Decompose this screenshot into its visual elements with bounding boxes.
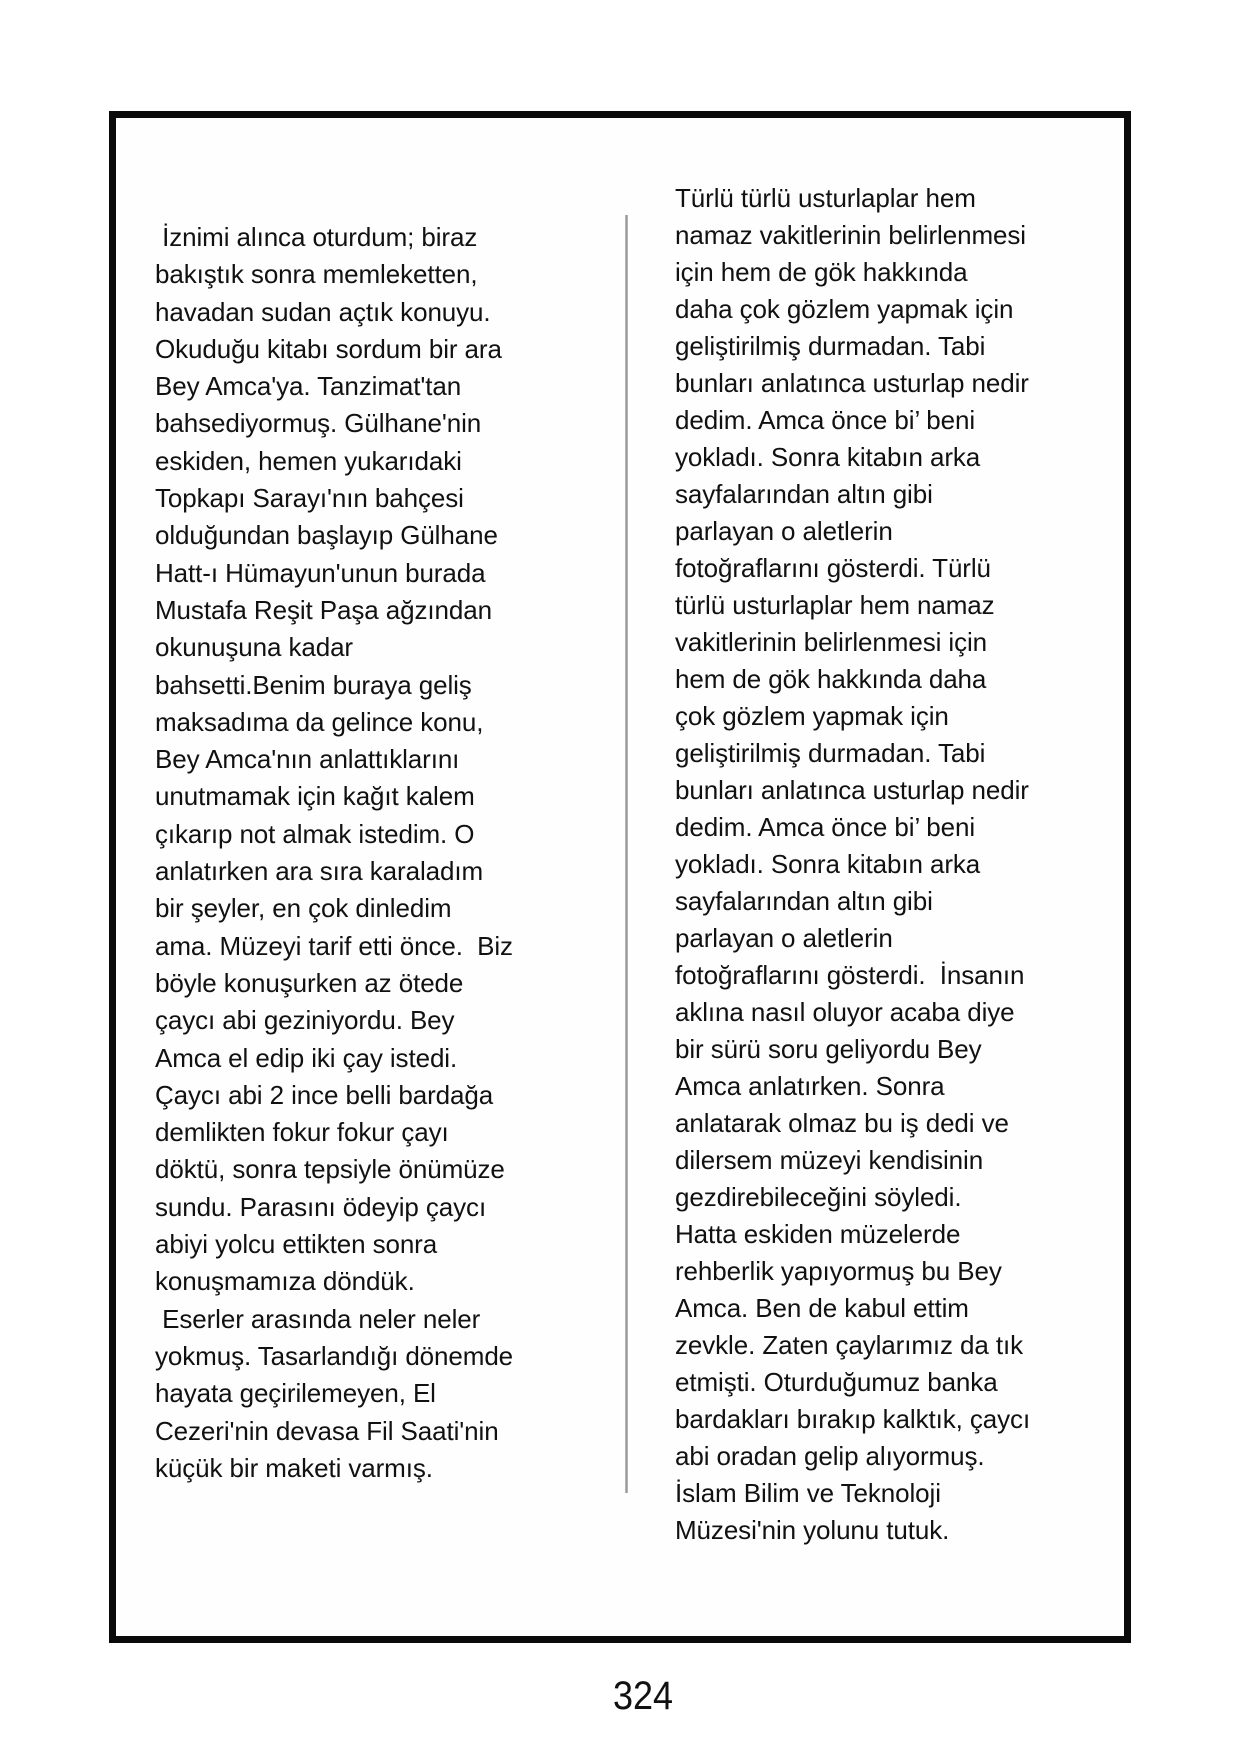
left-column-text (155, 219, 600, 1487)
text-line: yokladı. Sonra kitabın arka (675, 849, 981, 879)
text-line: yokmuş. Tasarlandığı dönemde (155, 1340, 514, 1371)
text-line: gezdirebileceğini söyledi. (675, 1182, 962, 1212)
text-line: çaycı abi geziniyordu. Bey (155, 1005, 455, 1036)
text-line: Hatta eskiden müzelerde (675, 1219, 961, 1249)
text-line: anlatarak olmaz bu iş dedi ve (675, 1108, 1009, 1138)
text-line: bardakları bırakıp kalktık, çaycı (675, 1404, 1031, 1434)
text-line: çok gözlem yapmak için (675, 701, 949, 731)
text-line: dilersem müzeyi kendisinin (675, 1145, 984, 1175)
text-line: geliştirilmiş durmadan. Tabi (675, 738, 986, 768)
text-line: bir şeyler, en çok dinledim (155, 893, 452, 924)
text-line: olduğundan başlayıp Gülhane (155, 520, 498, 551)
text-line: böyle konuşurken az ötede (155, 967, 464, 998)
text-line: anlatırken ara sıra karaladım (155, 856, 484, 887)
text-line: havadan sudan açtık konuyu. (155, 296, 491, 327)
text-line: bahsediyormuş. Gülhane'nin (155, 408, 482, 439)
text-line: Bey Amca'nın anlattıklarını (155, 744, 460, 775)
text-line: bunları anlatınca usturlap nedir (675, 368, 1029, 398)
text-line: İslam Bilim ve Teknoloji (675, 1478, 941, 1508)
text-line: fotoğraflarını gösterdi. İnsanın (675, 960, 1025, 990)
text-line: demlikten fokur fokur çayı (155, 1117, 449, 1148)
text-line: hem de gök hakkında daha (675, 664, 987, 694)
text-line: hayata geçirilemeyen, El (155, 1378, 436, 1409)
text-line: parlayan o aletlerin (675, 516, 893, 546)
text-line: bunları anlatınca usturlap nedir (675, 775, 1029, 805)
text-line: Okuduğu kitabı sordum bir ara (155, 333, 502, 364)
text-line: ama. Müzeyi tarif etti önce. Biz (155, 930, 513, 961)
text-line: maksadıma da gelince konu, (155, 706, 484, 737)
text-line: okunuşuna kadar (155, 632, 353, 663)
text-line: küçük bir maketi varmış. (155, 1452, 433, 1483)
text-line: namaz vakitlerinin belirlenmesi (675, 220, 1026, 250)
text-line: dedim. Amca önce bi’ beni (675, 812, 976, 842)
text-line: Bey Amca'ya. Tanzimat'tan (155, 371, 462, 402)
text-line: türlü usturlaplar hem namaz (675, 590, 995, 620)
text-line: Amca anlatırken. Sonra (675, 1071, 945, 1101)
text-line: döktü, sonra tepsiyle önümüze (155, 1154, 505, 1185)
text-line: dedim. Amca önce bi’ beni (675, 405, 976, 435)
page-number: 324 (612, 1674, 674, 1718)
text-line: geliştirilmiş durmadan. Tabi (675, 331, 986, 361)
text-line: vakitlerinin belirlenmesi için (675, 627, 988, 657)
text-line: zevkle. Zaten çaylarımız da tık (675, 1330, 1024, 1360)
text-line: için hem de gök hakkında (675, 257, 968, 287)
text-line: abiyi yolcu ettikten sonra (155, 1229, 438, 1260)
text-line: konuşmamıza döndük. (155, 1266, 415, 1297)
column-separator (625, 215, 628, 1493)
text-line: sayfalarından altın gibi (675, 479, 933, 509)
text-line: etmişti. Oturduğumuz banka (675, 1367, 998, 1397)
text-line: bir sürü soru geliyordu Bey (675, 1034, 982, 1064)
text-line: Türlü türlü usturlaplar hem (675, 183, 976, 213)
text-line: daha çok gözlem yapmak için (675, 294, 1014, 324)
text-line: fotoğraflarını gösterdi. Türlü (675, 553, 991, 583)
text-line: sayfalarından altın gibi (675, 886, 933, 916)
text-line: Topkapı Sarayı'nın bahçesi (155, 483, 464, 514)
text-line: Hatt-ı Hümayun'unun burada (155, 557, 486, 588)
text-line: eskiden, hemen yukarıdaki (155, 445, 462, 476)
text-line: abi oradan gelip alıyormuş. (675, 1441, 985, 1471)
text-line: Çaycı abi 2 ince belli bardağa (155, 1079, 494, 1110)
text-line: Eserler arasında neler neler (155, 1303, 481, 1334)
text-line: bakıştık sonra memleketten, (155, 259, 478, 290)
text-line: parlayan o aletlerin (675, 923, 893, 953)
text-line: Mustafa Reşit Paşa ağzından (155, 594, 492, 625)
text-line: Müzesi'nin yolunu tutuk. (675, 1515, 950, 1545)
text-line: yokladı. Sonra kitabın arka (675, 442, 981, 472)
text-line: aklına nasıl oluyor acaba diye (675, 997, 1015, 1027)
text-line: Amca el edip iki çay istedi. (155, 1042, 458, 1073)
text-line: unutmamak için kağıt kalem (155, 781, 475, 812)
right-column-text (675, 180, 1115, 1549)
text-line: Amca. Ben de kabul ettim (675, 1293, 969, 1323)
text-line: Cezeri'nin devasa Fil Saati'nin (155, 1415, 499, 1446)
text-line: rehberlik yapıyormuş bu Bey (675, 1256, 1002, 1286)
text-line: çıkarıp not almak istedim. O (155, 818, 475, 849)
text-line: İznimi alınca oturdum; biraz (155, 222, 478, 252)
text-line: sundu. Parasını ödeyip çaycı (155, 1191, 487, 1222)
text-line: bahsetti.Benim buraya geliş (155, 669, 472, 700)
